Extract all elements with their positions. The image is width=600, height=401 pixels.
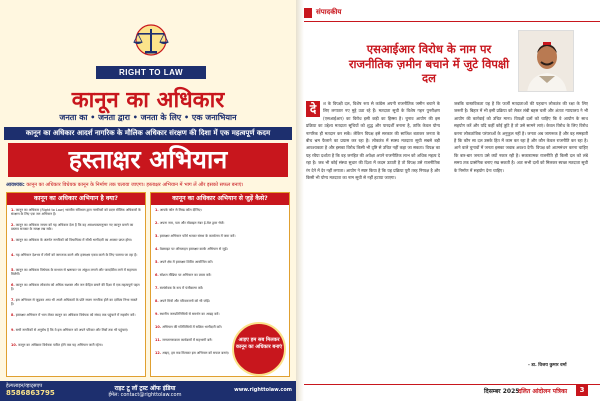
editorial-page <box>304 0 600 401</box>
column-1-text: श के विपक्षी दल, विशेष रूप से कांग्रेस अपनी राजनीतिक जमीन बचाने के लिए लगातार नए मुद्दे उठा रहे हैं। मतदाता सूची के विशेष गहन पुनरीक्षण (एसआईआर) का विरोध इसी कड़ी का हिस्सा है। चुनाव आयोग की इस प्रक्रिया का उद्देश्य मतदाता सूचियों को शुद्ध और पारदर्शी बनाना है, ताकि केवल योग्य नागरिक ही मतदान कर सकें। लेकिन विपक्ष इसे सरकार की साजिश बताकर जनता के बीच भ्रम फैलाने का प्रयास कर रहा है। लोकतंत्र में स्वस्थ मतदाता सूची सबसे बड़ी आवश्यकता है और इसका विरोध किसी भी दृष्टि से उचित नहीं कहा जा सकता। विपक्ष का यह रवैया दर्शाता है कि वह जनहित की अपेक्षा अपने राजनीतिक लाभ को अधिक महत्व दे रहा है। जब भी कोई संस्था सुधार की दिशा में कदम उठाती है तो विपक्ष उसे राजनीतिक रंग देने में देर नहीं लगाता। आयोग ने स्पष्ट किया है कि यह प्रक्रिया पूरी तरह निष्पक्ष है और किसी भी योग्य मतदाता का नाम सूची से नहीं हटाया जाएगा। <box>306 101 440 181</box>
list-item <box>11 283 141 296</box>
list-item <box>11 268 141 281</box>
list-item <box>155 286 285 297</box>
list-item <box>11 208 141 221</box>
list-item <box>155 208 285 219</box>
footer-rule <box>304 384 600 385</box>
list-item <box>155 260 285 271</box>
list-item-number: 9. <box>11 328 15 332</box>
campaign-notice <box>6 180 290 190</box>
list-item-text: यह अभियान देशभर में लोगों को जागरूक करने और हस्ताक्षर एकत्र करने के लिए चलाया जा रहा है। <box>15 253 138 257</box>
list-item-number: 2. <box>155 221 159 225</box>
list-item <box>155 247 285 258</box>
list-item-number: 10. <box>155 325 162 329</box>
list-item-text: जनजागरूकता कार्यक्रमों में सहभागी बनें। <box>162 338 213 342</box>
campaign-advertisement <box>0 0 296 401</box>
notice-text: कानून का अधिकार विधेयक कानून के निर्माण तक चलाया जाएगा। हस्ताक्षर अभियान में भाग लें और इसको सफल बनाएं। <box>26 182 244 188</box>
list-item <box>155 234 285 245</box>
list-item-text: कानून का अधिकार लोकतंत्र को अधिक सशक्त और जन केंद्रित बनाने की दिशा में एक महत्वपूर्ण पहल है। <box>11 283 140 292</box>
list-item-number: 12. <box>155 351 162 355</box>
organization-email[interactable]: ईमेल: contact@righttolaw.com <box>108 392 182 398</box>
box-heading: कानून का अधिकार अभियान है क्या? <box>7 193 145 205</box>
list-item-number: 9. <box>155 312 159 316</box>
list-item-text: स्वयंसेवक के रूप में पंजीकरण करें। <box>159 286 204 290</box>
magazine-name: दलित आंदोलन पत्रिका <box>518 388 568 395</box>
list-item-text: स्थानीय जनप्रतिनिधियों से समर्थन का आग्रह करें। <box>159 312 220 316</box>
body-column-2 <box>454 100 588 356</box>
body-column-1 <box>306 100 440 356</box>
list-item-number: 2. <box>11 223 15 227</box>
list-item-text: वेबसाइट पर ऑनलाइन हस्ताक्षर करके अभियान से जुड़ें। <box>159 247 228 251</box>
drop-cap: दे <box>306 101 320 117</box>
list-item <box>11 223 141 236</box>
ad-title: कानून का अधिकार <box>71 88 225 113</box>
list-item <box>11 298 141 311</box>
ad-banner: कानून का अधिकार आदर्श नागरिक के मौलिक अधिकार संरक्षण की दिशा में एक महत्वपूर्ण कदम <box>4 127 292 140</box>
list-item-text: आइए, हम सब मिलकर इस अभियान को सफल बनाएं। <box>162 351 230 355</box>
editorial-body <box>306 100 590 356</box>
section-marker <box>304 8 312 18</box>
what-is-campaign-box <box>6 192 146 377</box>
list-item-number: 1. <box>155 208 159 212</box>
list-item-text: हस्ताक्षर अभियान फॉर्म भरकर संस्था के कार्यालय में जमा करें। <box>159 234 236 238</box>
organization-website[interactable]: www.righttolaw.com <box>234 387 292 393</box>
ad-footer <box>0 381 296 401</box>
list-item-number: 5. <box>155 260 159 264</box>
list-item-text: हस्ताक्षर अभियान में भाग लेकर कानून का अधिकार विधेयक को संसद तक पहुंचाने में सहयोग करें। <box>15 313 136 317</box>
portrait-image <box>519 31 574 92</box>
list-item-text: आपके फोन से मिस्ड कॉल दीजिए। <box>159 208 202 212</box>
list-item <box>11 328 141 341</box>
section-label: संपादकीय <box>316 8 342 16</box>
page-number: 3 <box>576 385 588 396</box>
list-item-number: 11. <box>155 338 162 342</box>
campaign-title: हस्ताक्षर अभियान <box>8 143 288 177</box>
list-item-text: कानून का अधिकार (Right to Law) भारतीय संविधान द्वारा नागरिकों को प्रदत्त मौलिक अधिकारों के संरक्षण के लिए एक जन अभियान है। <box>11 208 141 217</box>
list-item-number: 10. <box>11 343 18 347</box>
helpline-phone[interactable]: 8586863795 <box>6 389 55 397</box>
list-item-text: अपना नाम, पता और मोबाइल नंबर ई-मेल द्वारा भेजें। <box>159 221 225 225</box>
campaign-badge: आइए हम सब मिलकर कानून का अधिकार बनाएं <box>232 322 286 376</box>
list-item-number: 4. <box>155 247 159 251</box>
list-item-number: 3. <box>11 238 15 242</box>
box-list <box>7 205 145 361</box>
list-item-text: सभी नागरिकों से अनुरोध है कि वे इस अभियान को अपने परिवार और मित्रों तक भी पहुंचाएं। <box>15 328 129 332</box>
helpline-label: हेल्पलाइन/व्हाट्सएप <box>6 383 43 389</box>
list-item <box>155 273 285 284</box>
list-item <box>155 299 285 310</box>
list-item <box>11 253 141 266</box>
list-item <box>155 312 285 323</box>
list-item-number: 4. <box>11 253 15 257</box>
list-item <box>11 313 141 326</box>
list-item-number: 8. <box>11 313 15 317</box>
list-item <box>155 221 285 232</box>
column-2-text: जबकि वास्तविकता यह है कि फर्जी मतदाताओं की पहचान लोकतंत्र की रक्षा के लिए जरूरी है। बिहार में भी इसी प्रक्रिया को लेकर लंबी बहस चली और अंततः न्यायालय ने भी आयोग की कार्रवाई को उचित माना। विपक्षी दलों को चाहिए कि वे आयोग के साथ सहयोग करें और यदि कहीं कोई त्रुटि है तो उसे सामने लाएं। केवल विरोध के लिए विरोध करना लोकतांत्रिक परंपराओं के अनुकूल नहीं है। जनता अब जागरूक है और वह समझती है कि कौन सा दल उसके हित में काम कर रहा है और कौन केवल राजनीति कर रहा है। आने वाले चुनावों में जनता इसका जवाब अवश्य देगी। विपक्ष को आत्ममंथन करना चाहिए कि बार-बार जनता उसे क्यों नकार रही है। सकारात्मक राजनीति ही किसी दल को लंबे समय तक प्रासंगिक बनाए रख सकती है। अतः सभी दलों को मिलकर स्वच्छ मतदाता सूची के निर्माण में सहयोग देना चाहिए। <box>454 101 588 173</box>
helpline <box>6 383 66 397</box>
list-item-number: 7. <box>11 298 15 302</box>
editorial-headline: एसआईआर विरोध के नाम पर राजनीतिक ज़मीन बचाने में जुटे विपक्षी दल <box>348 42 510 85</box>
list-item-text: कानून का अधिकार विधेयक के माध्यम से भ्रष्टाचार पर अंकुश लगाने और पारदर्शिता लाने में सहायता मिलेगी। <box>11 268 137 277</box>
list-item-text: सोशल मीडिया पर अभियान का प्रचार करें। <box>159 273 212 277</box>
page-gutter <box>296 0 304 401</box>
ad-tagline: जनता का • जनता द्वारा • जनता के लिए • एक जनाभियान <box>59 113 237 122</box>
author-byline: - डा. विजय कुमार वर्मा <box>528 363 567 368</box>
list-item-text: कानून का अधिकार के अंतर्गत नागरिकों को विधायिका में सीधी भागीदारी का अवसर प्राप्त होगा। <box>15 238 133 242</box>
page-footer <box>304 384 600 397</box>
author-photo <box>518 30 574 92</box>
scales-of-justice-icon <box>121 22 181 66</box>
issue-month: दिसम्बर 2025 <box>484 388 520 395</box>
notice-label: आवश्यक: <box>6 182 25 188</box>
list-item-number: 3. <box>155 234 159 238</box>
box-heading: कानून का अधिकार अभियान से जुड़ें कैसे? <box>151 193 289 205</box>
list-item-text: अपने क्षेत्र में हस्ताक्षर शिविर आयोजित करें। <box>159 260 213 264</box>
list-item <box>11 238 141 251</box>
header-rule <box>304 21 600 22</box>
organization-info <box>80 384 210 398</box>
logo-text: RIGHT TO LAW <box>96 66 206 79</box>
list-item-number: 6. <box>11 283 15 287</box>
list-item-text: इस अभियान से जुड़कर आप भी अपने अधिकारों के प्रति सजग नागरिक होने का दायित्व निभा सकते हैं। <box>11 298 138 307</box>
list-item-number: 7. <box>155 286 159 290</box>
list-item-text: अभियान की गतिविधियों में सक्रिय भागीदारी करें। <box>162 325 222 329</box>
right-to-law-logo <box>96 22 206 80</box>
list-item-number: 1. <box>11 208 15 212</box>
list-item-text: अपने मित्रों और परिवारजनों को भी जोड़ें। <box>159 299 210 303</box>
organization-name: राइट टू लॉ ट्रस्ट ऑफ इंडिया <box>114 385 176 392</box>
list-item-text: कानून का अधिकार विधेयक पारित होने तक यह अभियान जारी रहेगा। <box>18 343 103 347</box>
list-item-number: 6. <box>155 273 159 277</box>
list-item-number: 5. <box>11 268 15 272</box>
list-item <box>11 343 141 356</box>
list-item-text: कानून का अधिकार जनता को यह अधिकार देता है कि वह आवश्यकतानुसार नए कानून बनाने का प्रस्ताव सरकार के समक्ष रख सके। <box>11 223 134 232</box>
list-item-number: 8. <box>155 299 159 303</box>
